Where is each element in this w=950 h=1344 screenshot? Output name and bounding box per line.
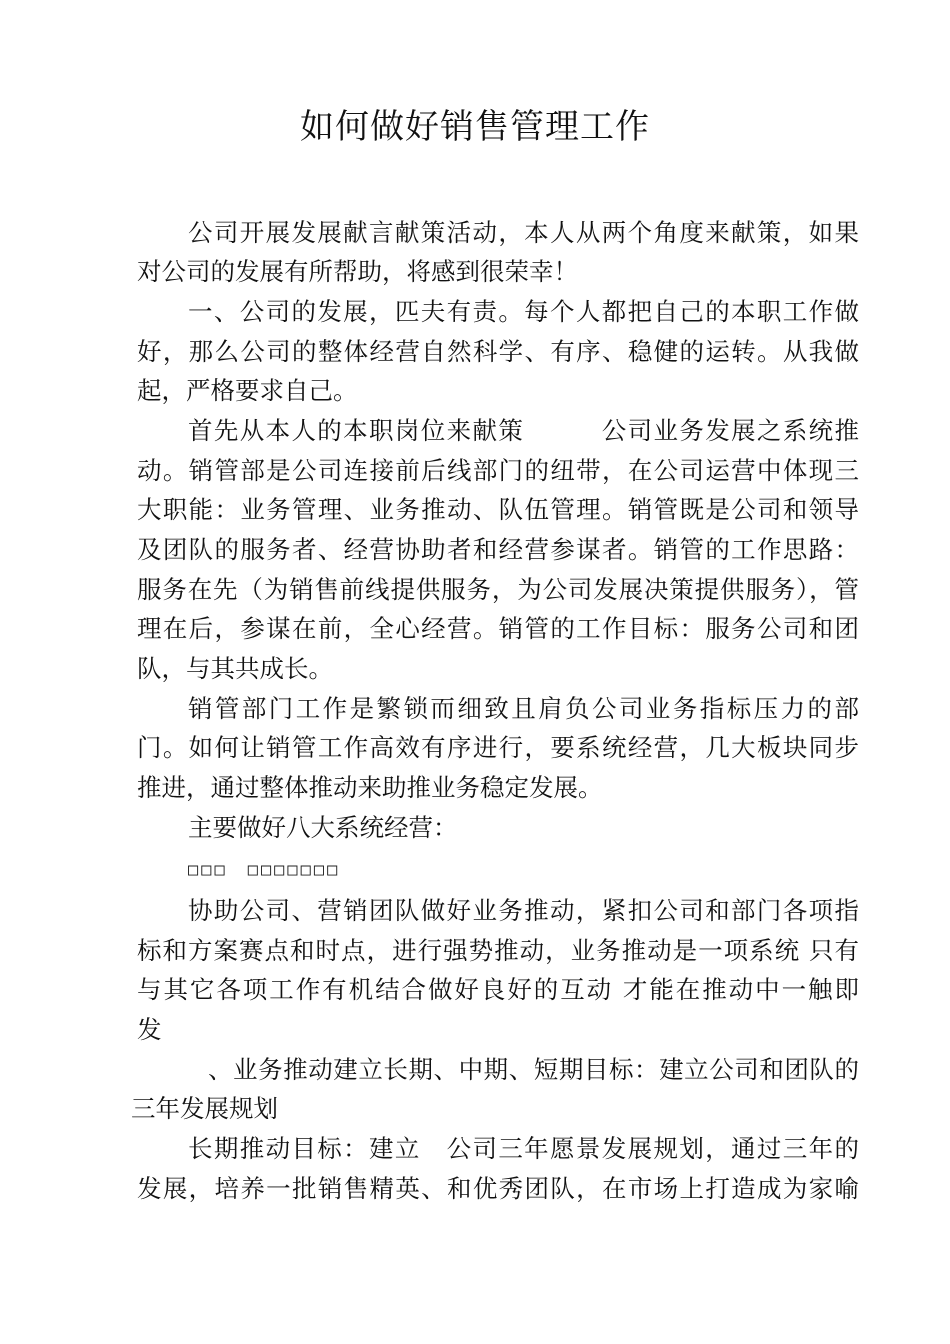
paragraph-line: 标和方案赛点和时点，进行强势推动，业务推动是一项系统 只有 — [137, 936, 859, 965]
paragraph-line: 公司开展发展献言献策活动，本人从两个角度来献策，如果 — [188, 218, 859, 247]
paragraph-line: 主要做好八大系统经营： — [188, 813, 458, 842]
paragraph-line: 首先从本人的本职岗位来献策 公司业务发展之系统推 — [188, 416, 859, 445]
paragraph-line: 大职能：业务管理、业务推动、队伍管理。销管既是公司和领导 — [137, 495, 859, 524]
document-title: 如何做好销售管理工作 — [300, 107, 650, 147]
paragraph-line: 起，严格要求自己。 — [137, 376, 358, 405]
paragraph-line: 服务在先（为销售前线提供服务，为公司发展决策提供服务），管 — [137, 575, 859, 604]
paragraph-line: 推进，通过整体推动来助推业务稳定发展。 — [137, 773, 603, 802]
paragraph-line: 发 — [137, 1015, 162, 1044]
paragraph-line: 销管部门工作是繁锁而细致且肩负公司业务指标压力的部 — [188, 694, 859, 723]
paragraph-line: 好，那么公司的整体经营自然科学、有序、稳健的运转。从我做 — [137, 337, 859, 366]
paragraph-line: 、业务推动建立长期、中期、短期目标：建立公司和团队的 — [208, 1055, 859, 1084]
paragraph-line: 长期推动目标：建立 公司三年愿景发展规划，通过三年的 — [188, 1134, 859, 1163]
paragraph-line: 动。销管部是公司连接前后线部门的纽带，在公司运营中体现三 — [137, 456, 859, 485]
paragraph-line: 三年发展规划 — [131, 1094, 278, 1123]
paragraph-line: 与其它各项工作有机结合做好良好的互动 才能在推动中一触即 — [137, 975, 859, 1004]
paragraph-line: 门。如何让销管工作高效有序进行，要系统经营，几大板块同步 — [137, 733, 859, 762]
paragraph-line: 及团队的服务者、经营协助者和经营参谋者。销管的工作思路： — [137, 535, 859, 564]
paragraph-line: 对公司的发展有所帮助，将感到很荣幸！ — [137, 257, 578, 286]
paragraph-line: 协助公司、营销团队做好业务推动，紧扣公司和部门各项指 — [188, 896, 859, 925]
paragraph-line: 理在后，参谋在前，全心经营。销管的工作目标：服务公司和团 — [137, 614, 859, 643]
paragraph-line: 发展，培养一批销售精英、和优秀团队，在市场上打造成为家喻 — [137, 1174, 859, 1203]
missing-glyph-line: □□□ □□□□□□□ — [188, 860, 341, 880]
paragraph-line: 队，与其共成长。 — [137, 654, 333, 683]
paragraph-line: 一、公司的发展，匹夫有责。每个人都把自己的本职工作做 — [188, 297, 859, 326]
